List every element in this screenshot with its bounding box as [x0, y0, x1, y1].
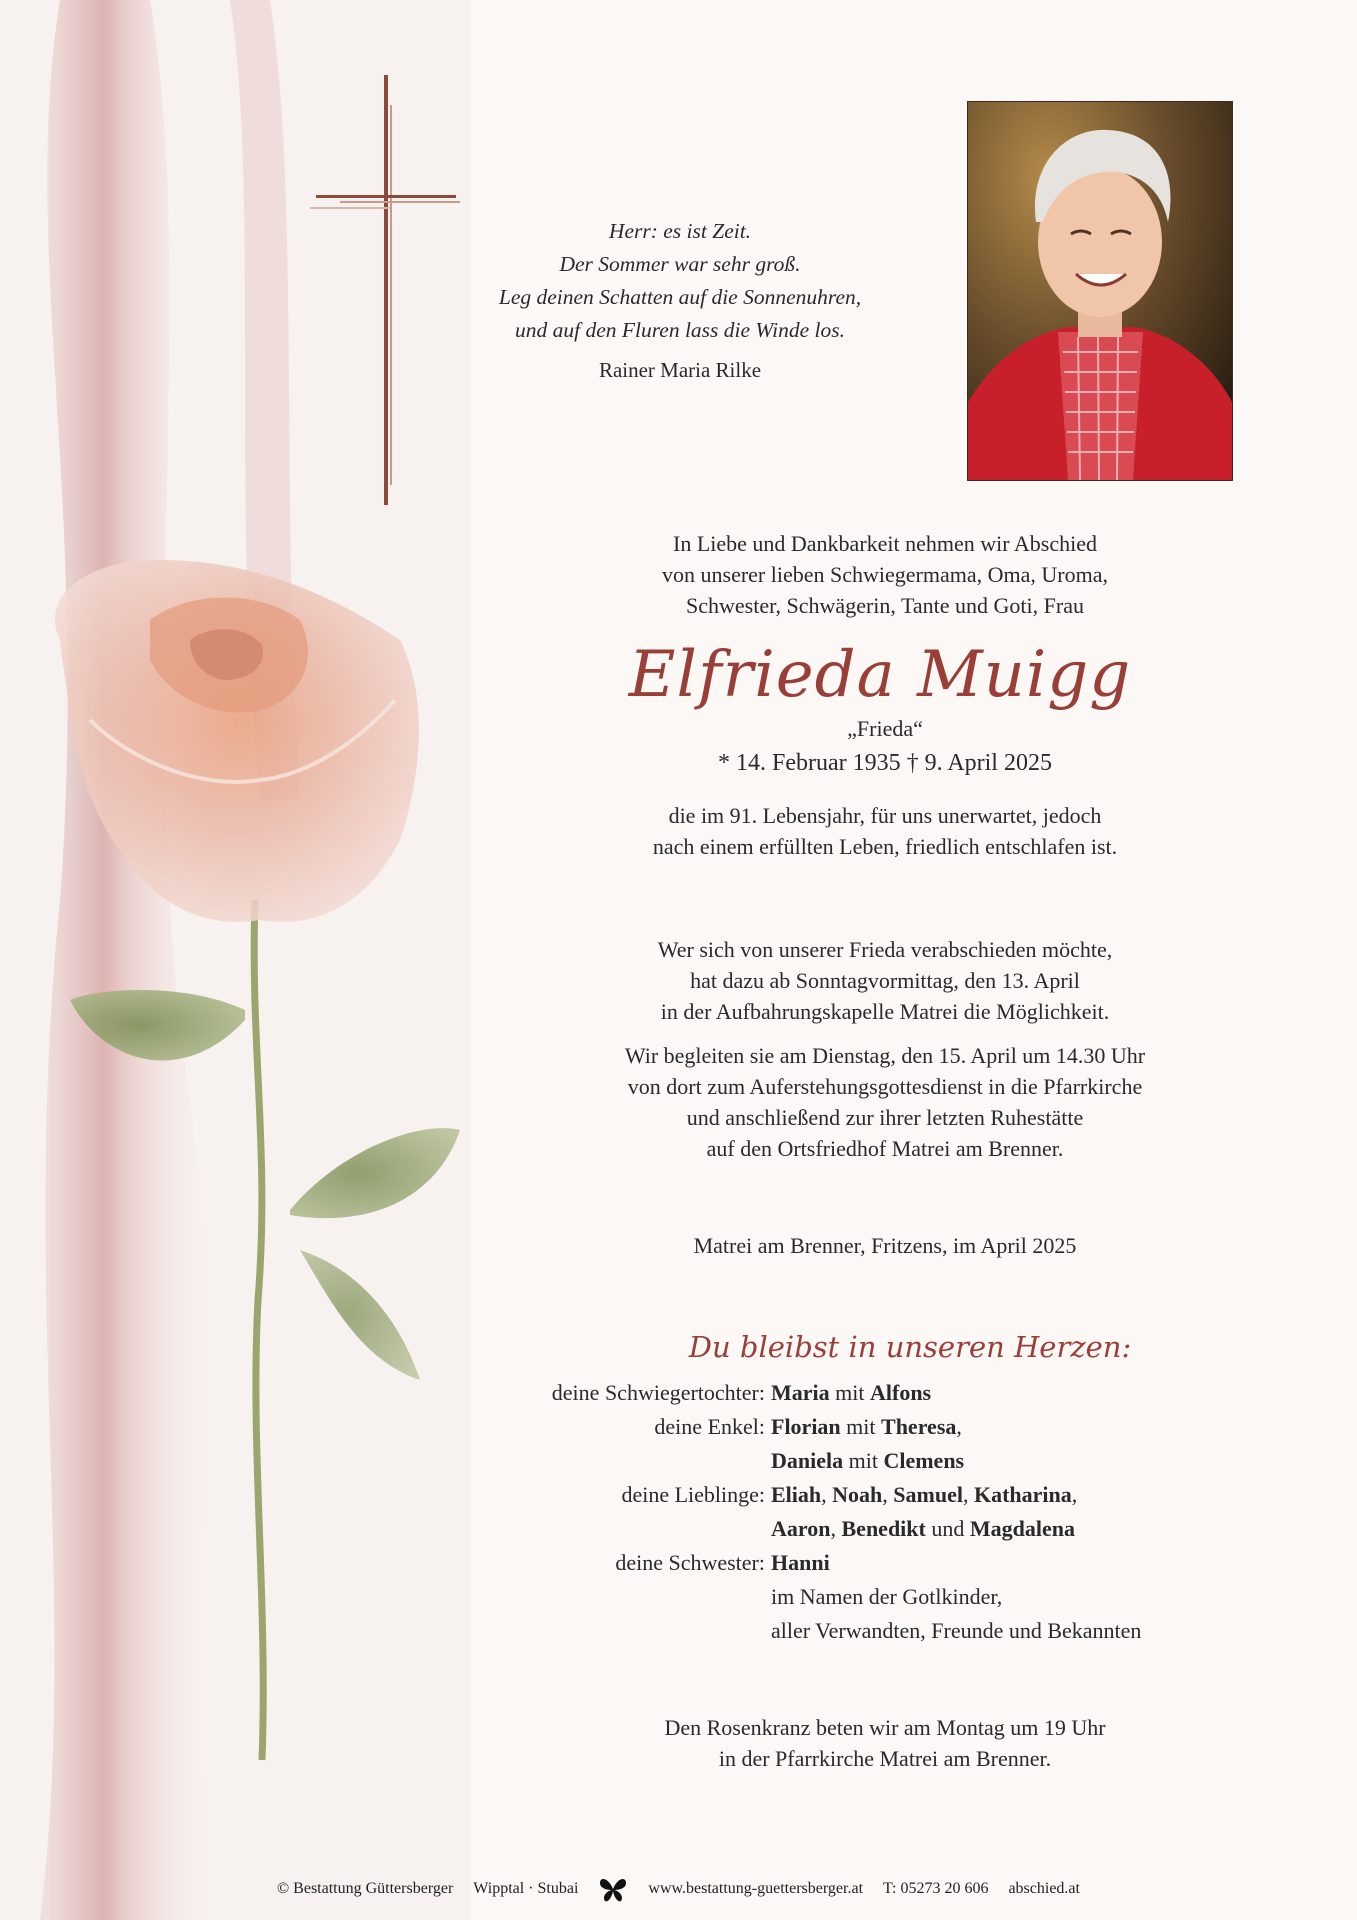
list-item [440, 1546, 1300, 1580]
poem-line: Leg deinen Schatten auf die Sonnenuhren, [498, 285, 862, 309]
person-name: Florian [771, 1414, 841, 1439]
footer-copyright: © Bestattung Güttersberger [277, 1880, 454, 1897]
place-date [490, 1230, 1280, 1261]
person-name: Benedikt [841, 1516, 926, 1541]
hearts-title: Du bleibst in unseren Herzen: [688, 1330, 1132, 1364]
rosary-line: in der Pfarrkirche Matrei am Brenner. [718, 1746, 1052, 1771]
person-name: Noah [832, 1482, 883, 1507]
list-item [440, 1410, 1300, 1444]
mourners-list [440, 1376, 1300, 1648]
relation-label: deine Enkel: [654, 1414, 765, 1439]
list-item [440, 1580, 1300, 1614]
person-name: Maria [771, 1380, 830, 1405]
poem-line: Herr: es ist Zeit. [608, 219, 752, 243]
passing-line: nach einem erfüllten Leben, friedlich entschlafen ist. [652, 834, 1118, 859]
relation-label: deine Schwester: [615, 1550, 765, 1575]
relation-names [771, 1546, 1300, 1580]
relation-label: deine Lieblinge: [621, 1482, 765, 1507]
conjunction: mit [848, 1448, 878, 1473]
conjunction: und [931, 1516, 965, 1541]
intro-text [490, 528, 1280, 621]
deceased-name: Elfrieda Muigg [628, 638, 1132, 712]
intro-line: von unserer lieben Schwiegermama, Oma, Uroma, [662, 562, 1108, 587]
footer-region: Wipptal · Stubai [473, 1880, 579, 1897]
viewing-line: hat dazu ab Sonntagvormittag, den 13. April [690, 968, 1080, 993]
relation-names [771, 1376, 1300, 1410]
relation-names [771, 1444, 1300, 1478]
intro-line: In Liebe und Dankbarkeit nehmen wir Abschied [673, 531, 1097, 556]
person-name: Alfons [870, 1380, 932, 1405]
viewing-line: Wer sich von unserer Frieda verabschieden möchte, [657, 937, 1113, 962]
viewing-line: in der Aufbahrungskapelle Matrei die Möglichkeit. [660, 999, 1110, 1024]
person-name: Samuel [893, 1482, 963, 1507]
portrait-photo [967, 101, 1233, 481]
closing-line: im Namen der Gotlkinder, [771, 1584, 1003, 1609]
poem-author: Rainer Maria Rilke [598, 358, 762, 382]
person-name: Katharina [973, 1482, 1072, 1507]
passing-line: die im 91. Lebensjahr, für uns unerwartet, jedoch [668, 803, 1102, 828]
list-item [440, 1614, 1300, 1648]
funeral-line: auf den Ortsfriedhof Matrei am Brenner. [706, 1136, 1064, 1161]
funeral-line: und anschließend zur ihrer letzten Ruhestätte [686, 1105, 1084, 1130]
relation-label: deine Schwiegertochter: [551, 1380, 765, 1405]
person-name: Hanni [771, 1550, 830, 1575]
rosary-line: Den Rosenkranz beten wir am Montag um 19 Uhr [664, 1715, 1106, 1740]
person-name: Magdalena [969, 1516, 1075, 1541]
list-item [440, 1376, 1300, 1410]
person-name: Daniela [771, 1448, 844, 1473]
funeral-line: von dort zum Auferstehungsgottesdienst in die Pfarrkirche [627, 1074, 1143, 1099]
deceased-nickname: „Frieda“ [847, 716, 923, 741]
footer-portal-link[interactable]: abschied.at [1008, 1880, 1080, 1897]
list-item [440, 1512, 1300, 1546]
cross-icon [310, 75, 460, 505]
closing-line: aller Verwandten, Freunde und Bekannten [771, 1618, 1142, 1643]
poem-quote [440, 215, 920, 347]
funeral-text [490, 1040, 1280, 1164]
list-item [440, 1444, 1300, 1478]
passing-text [490, 800, 1280, 862]
footer-phone: T: 05273 20 606 [883, 1880, 989, 1897]
footer [0, 1874, 1357, 1904]
intro-line: Schwester, Schwägerin, Tante und Goti, Frau [686, 593, 1084, 618]
rosary-text [490, 1712, 1280, 1774]
butterfly-icon [598, 1875, 628, 1903]
relation-names: Florian mit Theresa, [771, 1414, 962, 1439]
footer-website-link[interactable]: www.bestattung-guettersberger.at [648, 1880, 864, 1897]
person-name: Eliah [771, 1482, 822, 1507]
person-name: Aaron [771, 1516, 831, 1541]
viewing-text [490, 934, 1280, 1027]
poem-line: und auf den Fluren lass die Winde los. [514, 318, 846, 342]
person-name: Theresa [881, 1414, 957, 1439]
relation-names: Aaron, Benedikt und Magdalena [771, 1516, 1075, 1541]
poem-line: Der Sommer war sehr groß. [559, 252, 801, 276]
funeral-line: Wir begleiten sie am Dienstag, den 15. April um 14.30 Uhr [624, 1043, 1146, 1068]
relation-names: Eliah, Noah, Samuel, Katharina, [771, 1482, 1078, 1507]
person-name: Clemens [883, 1448, 965, 1473]
list-item [440, 1478, 1300, 1512]
life-dates: * 14. Februar 1935 † 9. April 2025 [718, 750, 1052, 776]
place-date-text: Matrei am Brenner, Fritzens, im April 2025 [693, 1233, 1077, 1258]
conjunction: mit [846, 1414, 876, 1439]
conjunction: mit [835, 1380, 865, 1405]
